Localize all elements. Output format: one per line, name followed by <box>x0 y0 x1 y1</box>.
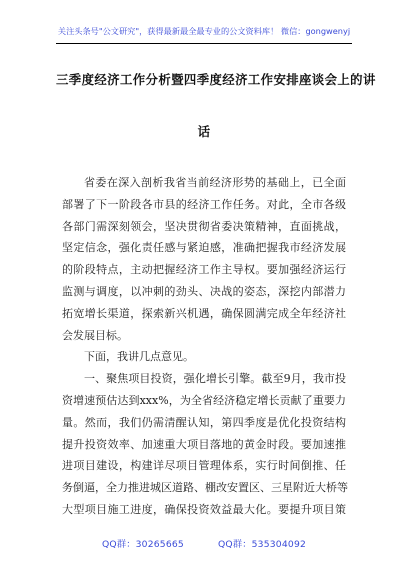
body-line: 提升投资效率、加速重大项目落地的黄金时段。要加速推 <box>62 437 346 451</box>
body-line: 一、聚焦项目投资，强化增长引擎。截至9月，我市投 <box>84 372 346 386</box>
body-line: 省委在深入剖析我省当前经济形势的基础上，已全面 <box>84 176 346 189</box>
body-line: 部署了下一阶段各市县的经济工作任务。对此，全市各级 <box>62 197 346 211</box>
body-line: 进项目建设，构建详尽项目管理体系，实行时间倒推、任 <box>62 459 346 473</box>
body-line: 各部门需深刻领会，坚决贯彻省委决策精神，直面挑战， <box>62 219 346 233</box>
footer-qq-group-2[interactable]: QQ群：535304092 <box>217 539 307 550</box>
body-line: 量。然而，我们仍需清醒认知，第四季度是优化投资结构 <box>62 415 346 429</box>
document-title-line-1: 三季度经济工作分析暨四季度经济工作安排座谈会上的讲 <box>56 72 376 87</box>
body-line: 会发展目标。 <box>62 328 128 342</box>
body-line: 务倒逼，全力推进城区道路、棚改安置区、三星附近大桥等 <box>62 481 348 495</box>
document-body <box>62 172 346 521</box>
footer-qq-group-1[interactable]: QQ群：30265665 <box>101 539 184 550</box>
body-line: 拓宽增长渠道，探索新兴机遇，确保圆满完成全年经济社 <box>62 306 346 320</box>
footer-contacts <box>0 536 408 550</box>
document-title-line-2: 话 <box>197 124 211 139</box>
body-line: 下面，我讲几点意见。 <box>84 350 194 364</box>
body-line: 资增速预估达到xxx%，为全省经济稳定增长贡献了重要力 <box>62 393 346 407</box>
header-divider <box>56 43 352 44</box>
body-line: 坚定信念，强化责任感与紧迫感，准确把握我市经济发展 <box>62 241 346 255</box>
body-line: 大型项目施工进度，确保投资效益最大化。要提升项目策 <box>62 502 346 516</box>
body-line: 监测与调度，以冲刺的劲头、决战的姿态，深挖内部潜力 <box>62 284 346 298</box>
header-banner[interactable]: 关注头条号"公文研究"，获得最新最全最专业的公文资料库！ 微信：gongwenyj <box>57 26 351 36</box>
body-line: 的阶段特点，主动把握经济工作主导权。要加强经济运行 <box>62 263 346 277</box>
